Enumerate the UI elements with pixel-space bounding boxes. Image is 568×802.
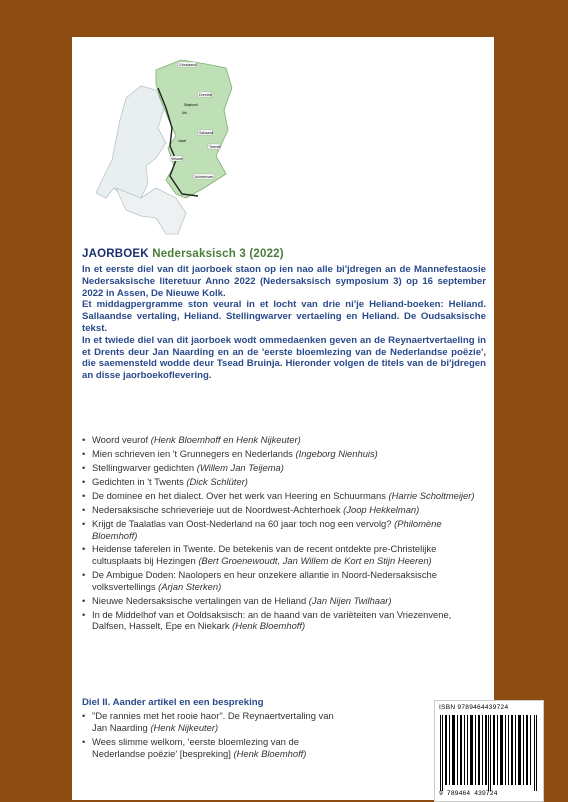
- intro-paragraph: In et twiede diel van dit jaorboek wodt ommedaenken geven an de Reynaertvertaeling in et Drents deur Jan Naarding en an de 'eerste bloemlezing van de Nederlandse poëzie', die saemensteld wodde deur Tsead Bruinja. Hieronder volgen de titels van de bi'jdregen an disse jaorboekoflevering.: [82, 334, 486, 382]
- part2-list: [82, 710, 342, 762]
- intro-text: [82, 264, 486, 382]
- list-item: • Gedichten in 't Twents (Dick Schlüter): [82, 476, 486, 488]
- part2-heading: Diel II. Aander artikel en een bespreking: [82, 697, 264, 708]
- barcode-bars-icon: [440, 715, 538, 791]
- map-label: Staphorst: [184, 103, 198, 107]
- list-item: • Heidense taferelen in Twente. De betekenis van de recent ontdekte pre-Christelijke cultusplaats bij Hezingen (Bert Groenewoudt, Jan Willem de Kort en Stijn Heeren): [82, 543, 486, 566]
- netherlands-map-image: [86, 48, 234, 236]
- isbn-barcode: [434, 700, 544, 802]
- list-item: • Nedersaksische schrieverieje uut de Noordwest-Achterhoek (Joop Hekkelman): [82, 504, 486, 516]
- list-item: • Woord veurof (Henk Bloemhoff en Henk Nijkeuter): [82, 434, 486, 446]
- list-item: • Stellingwarver gedichten (Willem Jan Teijema): [82, 462, 486, 474]
- list-item: • De Ambigue Doden: Naolopers en heur onzekere allantie in Noord-Nedersaksische volksvertellings (Arjan Sterken): [82, 569, 486, 592]
- intro-paragraph: Et middagpergramme ston veural in et locht van drie ni'je Heliand-boeken: Heliand. Sallaandse vertaling, Heliand. Stellingwarver vertaeling en Heliand. De Oudsaksische tekst.: [82, 299, 486, 334]
- map-label: Veluwe: [171, 157, 183, 161]
- list-item: • Wees slimme welkom, 'eerste bloemlezing van de Nederlandse poëzie' [bespreking] (Henk Bloemhoff): [82, 736, 342, 759]
- map-label: Drenthe: [199, 93, 212, 97]
- map-label: Achterhoek: [195, 175, 214, 179]
- map-label: Grinslaand: [179, 63, 197, 67]
- list-item: • In de Middelhof van et Ooldsaksisch: an de haand van de variëteiten van Vriezenvene, Dalfsen, Hasselt, Epe en Niekark (Henk Bloemhoff): [82, 609, 486, 632]
- intro-paragraph: In et eerste diel van dit jaorboek staon op ien nao alle bi'jdregen an de Mannefestaosie Nedersaksische literetuur Anno 2022 (Nedersaksisch symposium 3) op 16 september 2022 in Assen, De Nieuwe Kolk.: [82, 264, 486, 299]
- contents-list: [82, 434, 486, 634]
- map-label: Sallaand: [199, 131, 213, 135]
- isbn-text: ISBN 9789464439724: [439, 704, 509, 711]
- map-label: Twente: [209, 145, 221, 149]
- map-west: [96, 86, 166, 200]
- book-title: [82, 248, 284, 260]
- list-item: • "De rannies met het rooie haor". De Reynaertvertaling van Jan Naarding (Henk Nijkeuter): [82, 710, 342, 733]
- barcode-number: 9 789464 439724: [439, 790, 498, 797]
- text-panel: [72, 37, 509, 800]
- map-label: Urk: [182, 111, 187, 115]
- list-item: • Krijgt de Taalatlas van Oost-Nederland na 60 jaar toch nog een vervolg? (Philomène Bloemhoff): [82, 518, 486, 541]
- list-item: • Mien schrieven ien 't Grunnegers en Nederlands (Ingeborg Nienhuis): [82, 448, 486, 460]
- title-main: Nedersaksisch 3 (2022): [152, 248, 284, 260]
- title-prefix: JAORBOEK: [82, 248, 149, 260]
- list-item: • De dominee en het dialect. Over het werk van Heering en Schuurmans (Harrie Scholtmeijer): [82, 490, 486, 502]
- list-item: • Nieuwe Nedersaksische vertalingen van de Heliand (Jan Nijen Twilhaar): [82, 595, 486, 607]
- map-south: [116, 188, 186, 234]
- map-label: IJssel: [178, 139, 187, 143]
